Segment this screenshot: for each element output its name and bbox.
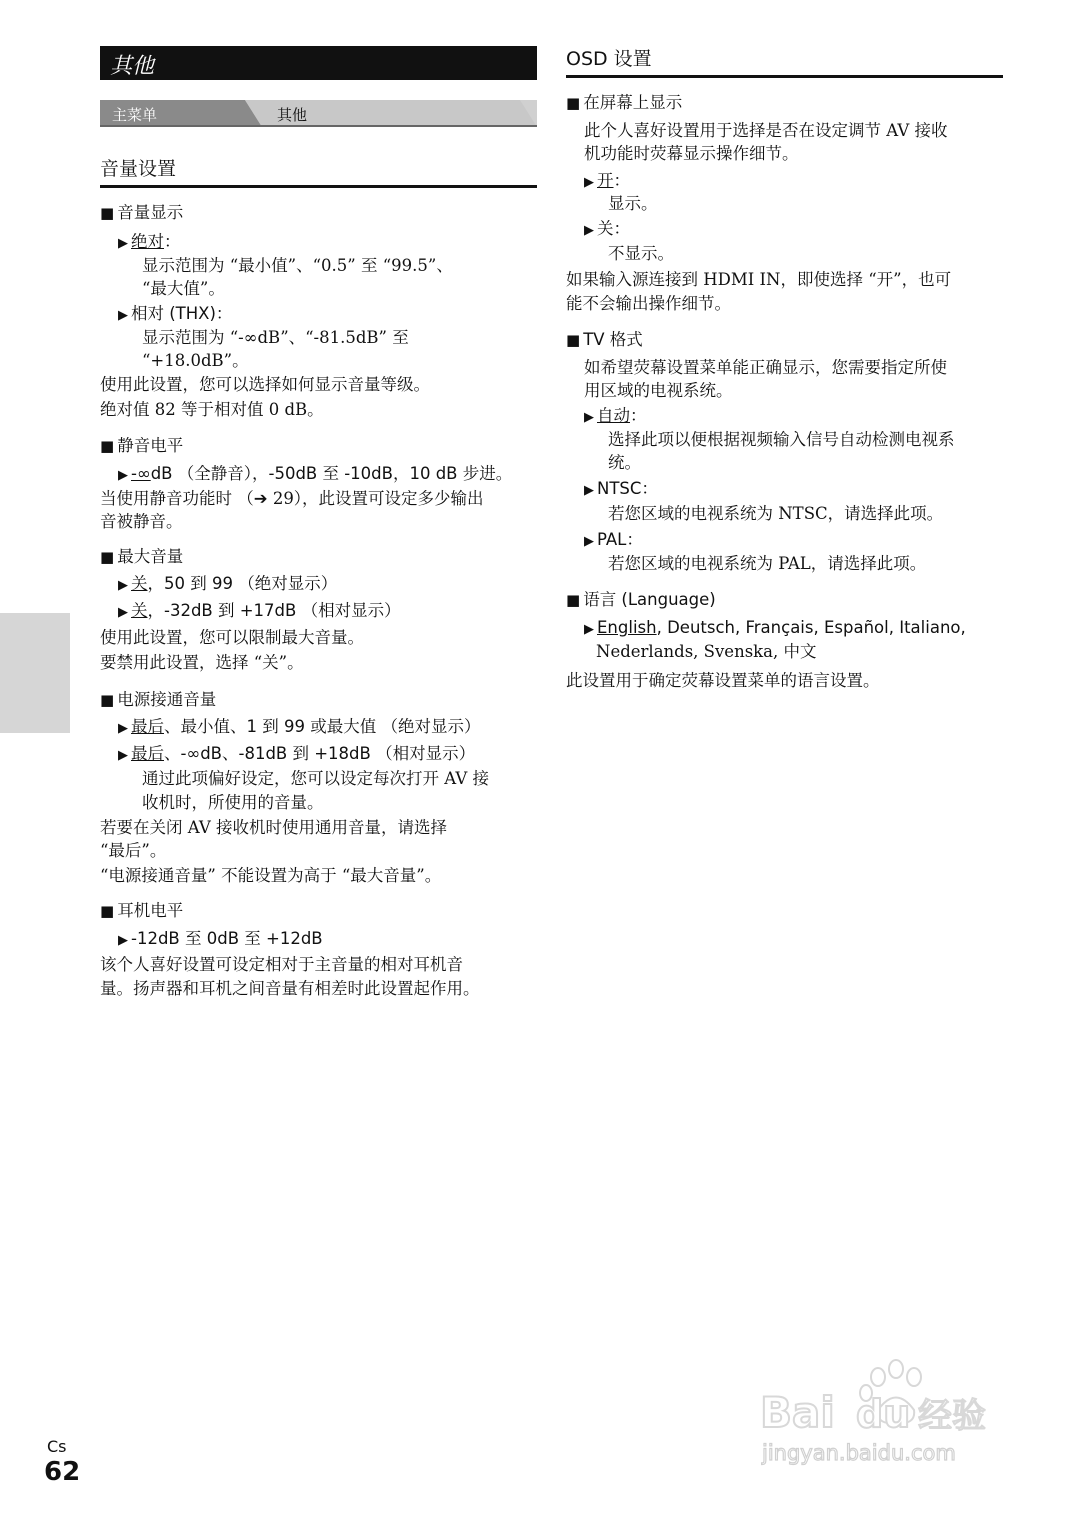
option-line [118, 928, 323, 952]
breadcrumb-item-other: 其他 [277, 106, 308, 124]
default-value: 关 [131, 574, 148, 593]
option-text: ，-32dB 到 +17dB （相对显示） [147, 601, 401, 620]
page-number: 62 [44, 1457, 81, 1487]
subheading [566, 329, 643, 351]
subheading [100, 900, 183, 922]
body-text: 量。扬声器和耳机之间音量有相差时此设置起作用。 [100, 979, 480, 998]
svg-text:Bai: Bai [760, 1388, 835, 1437]
option-text: ： [164, 232, 181, 251]
breadcrumb [100, 100, 537, 127]
body-text: 此个人喜好设置用于选择是否在设定调节 AV 接收 [584, 121, 948, 140]
subheading-text: 电源接通音量 [117, 690, 217, 709]
breadcrumb-bg [100, 100, 537, 127]
triangle-bullet-icon: ▶ [118, 578, 128, 593]
body-text: 选择此项以便根据视频输入信号自动检测电视系 [608, 430, 955, 449]
triangle-bullet-icon: ▶ [584, 175, 594, 190]
option-line [584, 529, 643, 553]
body-text: 如希望荧幕设置菜单能正确显示，您需要指定所使 [584, 358, 947, 377]
square-bullet-icon: ■ [100, 691, 115, 709]
subheading-text: 音量显示 [117, 203, 184, 222]
default-value: -∞ [131, 464, 151, 483]
square-bullet-icon: ■ [566, 94, 581, 112]
option-line [118, 463, 512, 487]
option-text: 相对 (THX)： [131, 304, 233, 323]
option-line [584, 405, 647, 429]
body-text: 统。 [608, 453, 641, 472]
option-text: 、-∞dB、-81dB 到 +18dB （相对显示） [164, 744, 476, 763]
section-title-volume: 音量设置 [100, 154, 537, 188]
option-line [584, 218, 630, 242]
breadcrumb-item-main-menu: 主菜单 [112, 106, 158, 124]
option-line [584, 170, 630, 194]
square-bullet-icon: ■ [100, 548, 115, 566]
language-code: Cs [47, 1437, 67, 1456]
default-value: English [597, 618, 657, 637]
option-line [118, 231, 181, 255]
body-text: “+18.0dB”。 [142, 351, 249, 370]
subheading-text: 在屏幕上显示 [583, 93, 683, 112]
triangle-bullet-icon: ▶ [584, 622, 594, 637]
subheading [566, 92, 682, 114]
option-text: , Deutsch, Français, Español, Italiano, [656, 618, 966, 637]
svg-text:du: du [856, 1392, 911, 1436]
square-bullet-icon: ■ [100, 204, 115, 222]
triangle-bullet-icon: ▶ [584, 223, 594, 238]
option-line [118, 743, 475, 767]
square-bullet-icon: ■ [100, 437, 115, 455]
body-text: 若您区域的电视系统为 PAL，请选择此项。 [608, 554, 927, 573]
side-tab [0, 613, 70, 733]
baidu-watermark [758, 1355, 1008, 1475]
option-line [118, 573, 337, 597]
triangle-bullet-icon: ▶ [118, 605, 128, 620]
triangle-bullet-icon: ▶ [118, 748, 128, 763]
option-text: PAL： [597, 530, 643, 549]
body-text: 若您区域的电视系统为 NTSC，请选择此项。 [608, 504, 944, 523]
body-text: 显示范围为 “最小值”、“0.5” 至 “99.5”、 [142, 256, 453, 275]
triangle-bullet-icon: ▶ [584, 534, 594, 549]
svg-text:经验: 经验 [918, 1396, 986, 1436]
option-text: -12dB 至 0dB 至 +12dB [131, 929, 323, 948]
body-text: “最大值”。 [142, 279, 225, 298]
section-title-osd: OSD 设置 [566, 44, 1003, 78]
square-bullet-icon: ■ [100, 902, 115, 920]
option-text: 、最小值、1 到 99 或最大值 （绝对显示） [164, 717, 481, 736]
page-title-bar [100, 46, 537, 80]
option-line [584, 478, 658, 502]
triangle-bullet-icon: ▶ [118, 721, 128, 736]
option-text: dB （全静音），-50dB 至 -10dB，10 dB 步进。 [150, 464, 513, 483]
body-text: 该个人喜好设置可设定相对于主音量的相对耳机音 [100, 955, 463, 974]
subheading-text: 最大音量 [117, 547, 184, 566]
subheading-text: 耳机电平 [117, 901, 184, 920]
option-line [584, 617, 966, 641]
default-value: 最后 [131, 744, 164, 763]
body-text: 若要在关闭 AV 接收机时使用通用音量，请选择 [100, 818, 447, 837]
option-line [118, 600, 401, 624]
default-value: 最后 [131, 717, 164, 736]
subheading-text: 语言 (Language) [583, 590, 716, 609]
body-text: 使用此设置，您可以选择如何显示音量等级。 [100, 375, 430, 394]
body-text: “电源接通音量” 不能设置为高于 “最大音量”。 [100, 866, 442, 885]
subheading [100, 435, 183, 457]
default-value: 关 [131, 601, 148, 620]
triangle-bullet-icon: ▶ [118, 933, 128, 948]
option-text: ： [630, 406, 647, 425]
triangle-bullet-icon: ▶ [118, 468, 128, 483]
body-text: Nederlands, Svenska, 中文 [596, 642, 817, 661]
body-text: 用区域的电视系统。 [584, 381, 733, 400]
option-line [118, 716, 480, 740]
square-bullet-icon: ■ [566, 591, 581, 609]
option-text: ，50 到 99 （绝对显示） [147, 574, 338, 593]
body-text: 收机时，所使用的音量。 [142, 793, 324, 812]
triangle-bullet-icon: ▶ [118, 236, 128, 251]
option-line [118, 303, 232, 327]
subheading [100, 546, 183, 568]
body-text: 机功能时荧幕显示操作细节。 [584, 144, 799, 163]
page-title: 其他 [110, 54, 155, 79]
subheading-text: TV 格式 [583, 330, 643, 349]
triangle-bullet-icon: ▶ [118, 308, 128, 323]
body-text: 如果输入源连接到 HDMI IN，即使选择 “开”，也可 [566, 270, 952, 289]
body-text: 显示范围为 “-∞dB”、“-81.5dB” 至 [142, 328, 409, 347]
body-text: “最后”。 [100, 841, 167, 860]
body-text: 能不会输出操作细节。 [566, 294, 731, 313]
body-text: 要禁用此设置，选择 “关”。 [100, 653, 304, 672]
default-value: 绝对 [131, 232, 164, 251]
default-value: 开 [597, 171, 614, 190]
subheading-text: 静音电平 [117, 436, 184, 455]
default-value: 自动 [597, 406, 630, 425]
option-text: NTSC： [597, 479, 658, 498]
subheading [566, 589, 716, 611]
subheading [100, 202, 183, 224]
body-text: 绝对值 82 等于相对值 0 dB。 [100, 400, 324, 419]
option-text: ： [613, 171, 630, 190]
body-text: 通过此项偏好设定，您可以设定每次打开 AV 接 [142, 769, 489, 788]
body-text: 音被静音。 [100, 512, 183, 531]
option-text: 关： [597, 219, 630, 238]
body-text: 显示。 [608, 194, 658, 213]
body-text: 不显示。 [608, 244, 674, 263]
body-text: 此设置用于确定荧幕设置菜单的语言设置。 [566, 671, 880, 690]
body-text: 当使用静音功能时 （➔ 29），此设置可设定多少输出 [100, 489, 484, 508]
body-text: 使用此设置，您可以限制最大音量。 [100, 628, 364, 647]
subheading [100, 689, 216, 711]
triangle-bullet-icon: ▶ [584, 483, 594, 498]
triangle-bullet-icon: ▶ [584, 410, 594, 425]
svg-text:jingyan.baidu.com: jingyan.baidu.com [762, 1441, 956, 1465]
square-bullet-icon: ■ [566, 331, 581, 349]
